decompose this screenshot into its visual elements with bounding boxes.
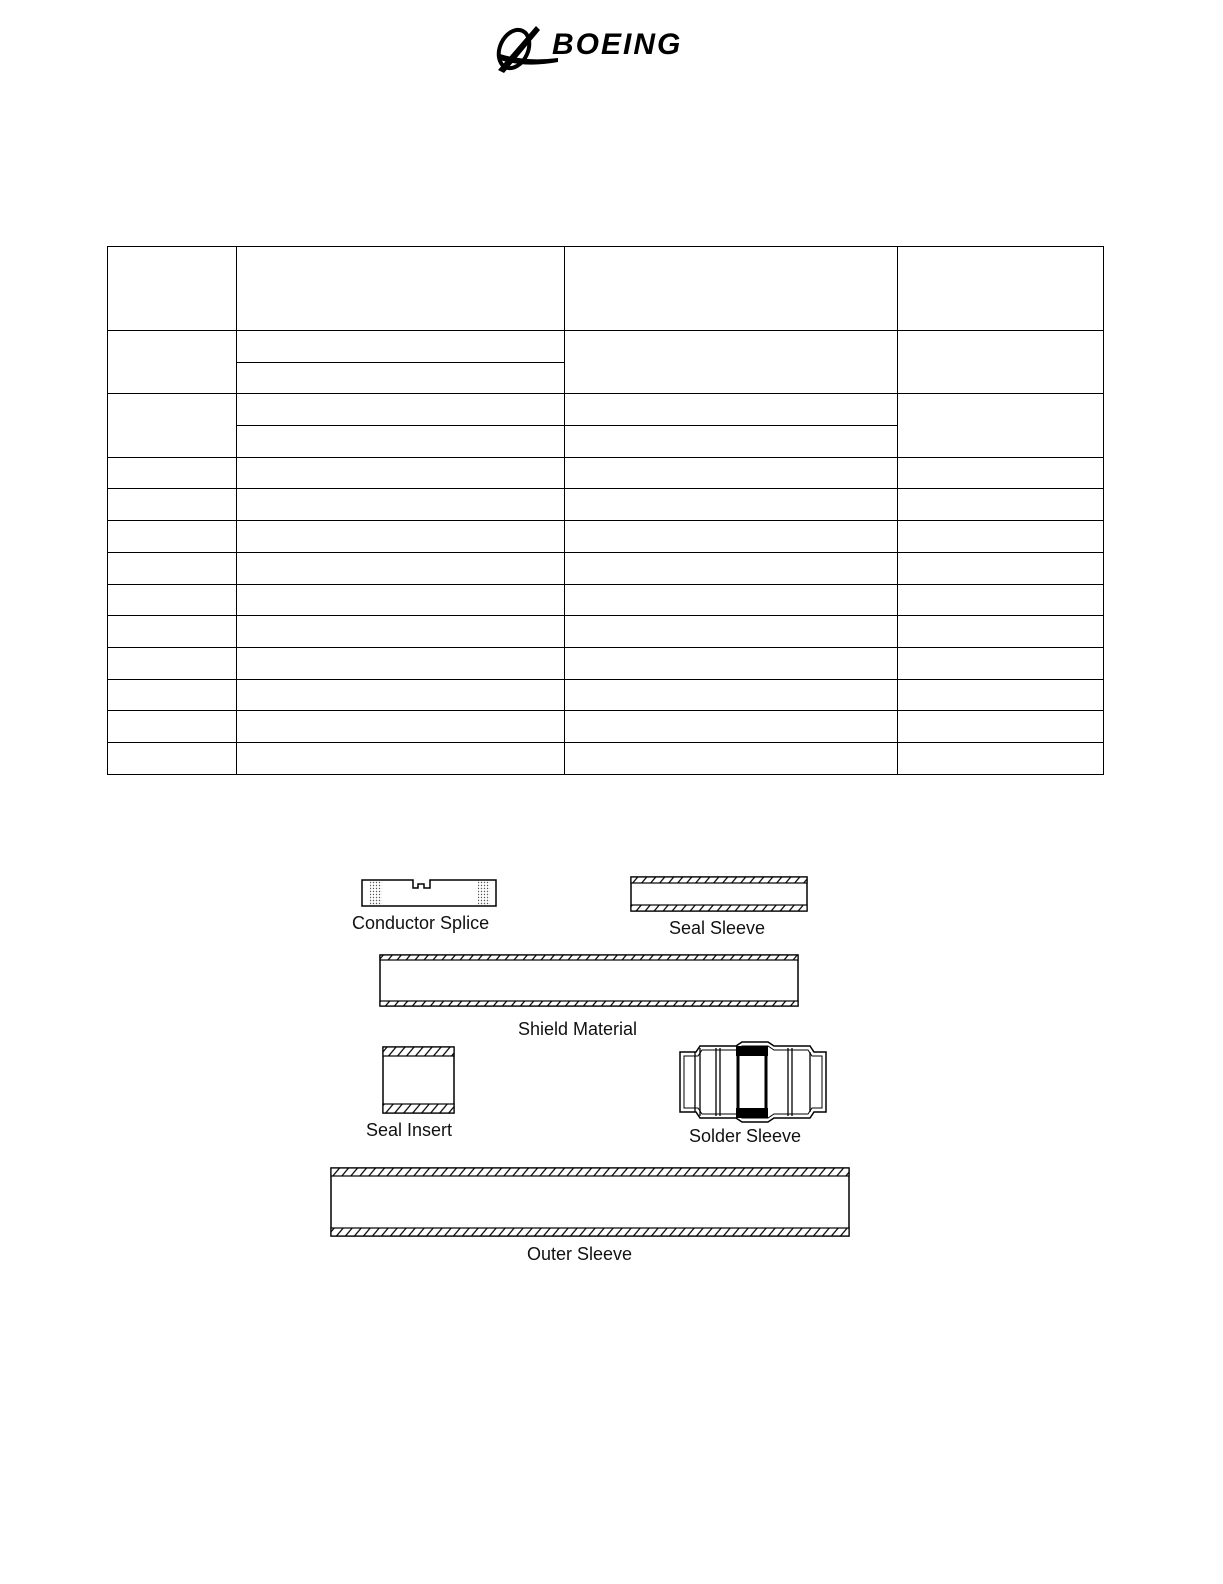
- table-cell: [565, 457, 898, 489]
- table-cell: [565, 742, 898, 774]
- table-cell: [898, 247, 1104, 331]
- table-row: [108, 679, 1104, 711]
- table-cell: [565, 394, 898, 426]
- table-cell: [898, 679, 1104, 711]
- table-cell: [108, 489, 237, 521]
- shield-material-shape: [380, 955, 798, 1006]
- table-cell: [237, 394, 565, 426]
- table-cell: [898, 489, 1104, 521]
- splice-components-figure: [0, 860, 1223, 1280]
- table-header-row: [108, 247, 1104, 331]
- table-cell: [237, 362, 565, 394]
- table-row: [108, 331, 1104, 363]
- table-row: [108, 457, 1104, 489]
- table-cell: [565, 247, 898, 331]
- table-cell: [565, 616, 898, 648]
- table-cell: [237, 679, 565, 711]
- table-cell: [898, 584, 1104, 616]
- table-cell: [898, 647, 1104, 679]
- seal-sleeve-shape: [631, 877, 807, 911]
- table-cell: [565, 331, 898, 394]
- components-drawing: [0, 860, 1223, 1280]
- table-row: [108, 552, 1104, 584]
- table-row: [108, 521, 1104, 553]
- svg-text:BOEING: BOEING: [552, 28, 683, 61]
- solder-sleeve-label: Solder Sleeve: [689, 1126, 802, 1146]
- table-cell: [565, 521, 898, 553]
- table-cell: [237, 247, 565, 331]
- table-cell: [237, 742, 565, 774]
- conductor-splice-label: Conductor Splice: [352, 913, 490, 933]
- table-cell: [565, 647, 898, 679]
- table-cell: [898, 331, 1104, 394]
- table-cell: [108, 331, 237, 394]
- outer-sleeve-label: Outer Sleeve: [527, 1244, 633, 1264]
- seal-insert-shape: [383, 1047, 454, 1113]
- solder-sleeve-shape: [680, 1042, 826, 1122]
- table-cell: [237, 521, 565, 553]
- table-cell: [108, 647, 237, 679]
- table-row: [108, 616, 1104, 648]
- seal-insert-label: Seal Insert: [366, 1120, 453, 1140]
- table-cell: [898, 394, 1104, 457]
- shield-material-label: Shield Material: [518, 1019, 638, 1039]
- conductor-splice-shape: [362, 880, 496, 906]
- table-cell: [237, 552, 565, 584]
- table-cell: [565, 679, 898, 711]
- table-cell: [237, 331, 565, 363]
- table-row: [108, 584, 1104, 616]
- table-cell: [108, 521, 237, 553]
- table-cell: [108, 679, 237, 711]
- table-cell: [237, 489, 565, 521]
- table-cell: [898, 616, 1104, 648]
- seal-sleeve-label: Seal Sleeve: [669, 918, 766, 938]
- parts-table: [107, 246, 1104, 775]
- table-cell: [565, 711, 898, 743]
- table-row: [108, 742, 1104, 774]
- table-cell: [108, 616, 237, 648]
- table-row: [108, 711, 1104, 743]
- table-cell: [565, 552, 898, 584]
- table-cell: [898, 742, 1104, 774]
- table-cell: [108, 742, 237, 774]
- table-cell: [237, 457, 565, 489]
- table-cell: [237, 426, 565, 458]
- table-cell: [898, 457, 1104, 489]
- table-cell: [898, 711, 1104, 743]
- table-cell: [237, 616, 565, 648]
- table-cell: [237, 711, 565, 743]
- table-cell: [565, 584, 898, 616]
- outer-sleeve-shape: [331, 1168, 849, 1236]
- table-cell: [108, 711, 237, 743]
- table-cell: [108, 247, 237, 331]
- table-cell: [108, 584, 237, 616]
- table-cell: [108, 457, 237, 489]
- table-row: [108, 647, 1104, 679]
- table-cell: [565, 426, 898, 458]
- table-cell: [108, 394, 237, 457]
- boeing-logo: [496, 20, 728, 78]
- table-row: [108, 489, 1104, 521]
- boeing-symbol-icon: [496, 20, 728, 78]
- table-cell: [565, 489, 898, 521]
- table-row: [108, 394, 1104, 426]
- table-cell: [898, 552, 1104, 584]
- table-cell: [237, 584, 565, 616]
- table-cell: [237, 647, 565, 679]
- table-cell: [108, 552, 237, 584]
- table-cell: [898, 521, 1104, 553]
